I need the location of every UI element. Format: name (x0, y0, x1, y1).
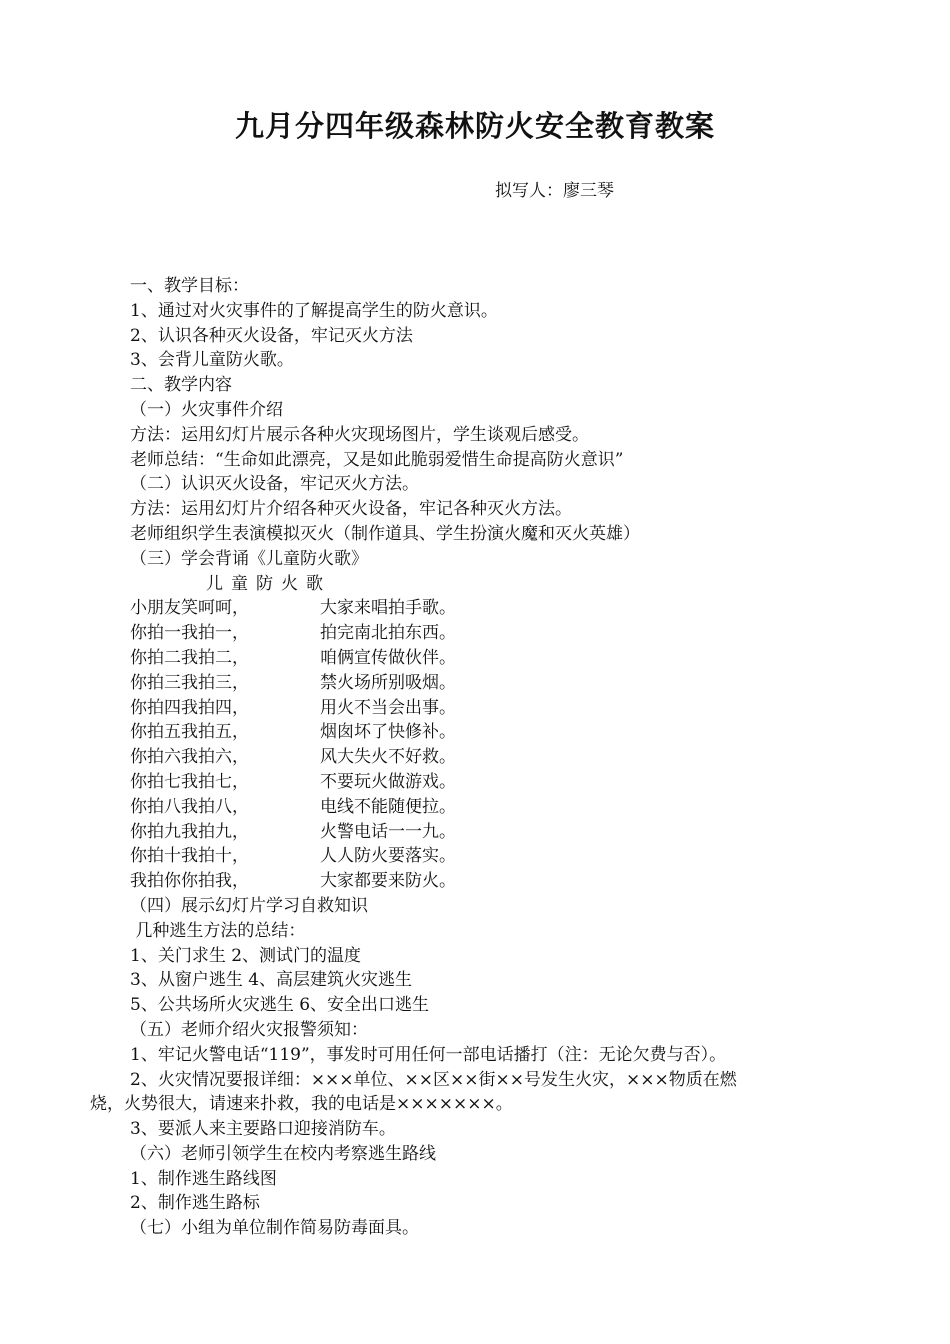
poem-line-right: 不要玩火做游戏。 (320, 771, 456, 792)
poem-line-left: 你拍六我拍六， (130, 747, 249, 768)
escape-method-line: 5、公共场所火灾逃生 6、安全出口逃生 (130, 995, 430, 1016)
section-heading: （六）老师引领学生在校内考察逃生路线 (130, 1143, 436, 1164)
poem-line-right: 人人防火要落实。 (320, 846, 456, 867)
poem-line-left: 我拍你你拍我， (130, 871, 249, 892)
poem-line-right: 风大失火不好救。 (320, 747, 456, 768)
poem-line-right: 禁火场所别吸烟。 (320, 672, 456, 693)
paragraph-line: 1、牢记火警电话“119”，事发时可用任何一部电话播打（注：无论欠费与否）。 (130, 1044, 727, 1065)
goal-item: 1、通过对火灾事件的了解提高学生的防火意识。 (130, 300, 498, 321)
heading-content: 二、教学内容 (130, 375, 232, 396)
poem-row (130, 696, 890, 721)
poem-line-left: 你拍四我拍四， (130, 697, 249, 718)
poem-row (130, 621, 890, 646)
poem-line-right: 用火不当会出事。 (320, 697, 456, 718)
section-heading: （二）认识灭火设备，牢记灭火方法。 (130, 474, 419, 495)
section-heading: （三）学会背诵《儿童防火歌》 (130, 548, 368, 569)
poem-line-right: 拍完南北拍东西。 (320, 623, 456, 644)
poem-line-right: 大家来唱拍手歌。 (320, 598, 456, 619)
paragraph-line: 2、制作逃生路标 (130, 1193, 260, 1214)
poem-line-left: 你拍二我拍二， (130, 647, 249, 668)
escape-method-line: 1、关门求生 2、测试门的温度 (130, 945, 362, 966)
paragraph-line: 2、火灾情况要报详细：×××单位、××区××街××号发生火灾，×××物质在燃 (130, 1069, 737, 1090)
paragraph-line: 老师总结：“生命如此漂亮，又是如此脆弱爱惜生命提高防火意识” (130, 449, 624, 470)
poem-title: 儿童防火歌 (206, 573, 331, 594)
poem-row (130, 844, 890, 869)
poem-row (130, 720, 890, 745)
poem-row (130, 596, 890, 621)
poem-row (130, 646, 890, 671)
poem-line-right: 烟囱坏了快修补。 (320, 722, 456, 743)
goal-item: 2、认识各种灭火设备，牢记灭火方法 (130, 325, 413, 346)
poem-line-left: 你拍九我拍九， (130, 821, 249, 842)
escape-method-line: 3、从窗户逃生 4、高层建筑火灾逃生 (130, 970, 413, 991)
author-line: 拟写人：廖三琴 (495, 181, 614, 201)
poem-row (130, 869, 890, 894)
heading-goals: 一、教学目标： (130, 276, 249, 296)
section-heading: （七）小组为单位制作简易防毒面具。 (130, 1218, 419, 1239)
poem-row (130, 820, 890, 845)
poem-row (130, 671, 890, 696)
poem-line-left: 小朋友笑呵呵， (130, 598, 249, 619)
paragraph-line: 3、要派人来主要路口迎接消防车。 (130, 1119, 396, 1140)
poem-line-left: 你拍五我拍五， (130, 722, 249, 743)
poem-row (130, 770, 890, 795)
document-title: 九月分四年级森林防火安全教育教案 (234, 109, 715, 143)
document-body (90, 274, 890, 1241)
paragraph-line: 方法：运用幻灯片介绍各种灭火设备，牢记各种灭火方法。 (130, 499, 572, 520)
poem-line-left: 你拍一我拍一， (130, 623, 249, 644)
paragraph-line: 方法：运用幻灯片展示各种火灾现场图片，学生谈观后感受。 (130, 424, 589, 445)
poem-line-left: 你拍十我拍十， (130, 846, 249, 867)
poem-row (130, 745, 890, 770)
section-heading: （一）火灾事件介绍 (130, 399, 283, 420)
poem-line-right: 大家都要来防火。 (320, 871, 456, 892)
poem-line-left: 你拍三我拍三， (130, 672, 249, 693)
section-heading: （五）老师介绍火灾报警须知： (130, 1019, 368, 1040)
paragraph-line: 老师组织学生表演模拟灭火（制作道具、学生扮演火魔和灭火英雄） (130, 523, 640, 544)
poem-line-right: 电线不能随便拉。 (320, 796, 456, 817)
paragraph-line: 1、制作逃生路线图 (130, 1168, 277, 1189)
poem-row (130, 795, 890, 820)
poem-line-left: 你拍七我拍七， (130, 771, 249, 792)
poem-line-right: 火警电话一一九。 (320, 821, 456, 842)
section-heading: （四）展示幻灯片学习自救知识 (130, 895, 368, 916)
poem-line-left: 你拍八我拍八， (130, 796, 249, 817)
paragraph-line: 烧，火势很大，请速来扑救，我的电话是×××××××。 (90, 1094, 513, 1115)
report-detail-paragraph (90, 1068, 900, 1118)
goal-item: 3、会背儿童防火歌。 (130, 350, 294, 371)
poem-line-right: 咱俩宣传做伙伴。 (320, 647, 456, 668)
paragraph-line: 几种逃生方法的总结： (130, 920, 306, 941)
